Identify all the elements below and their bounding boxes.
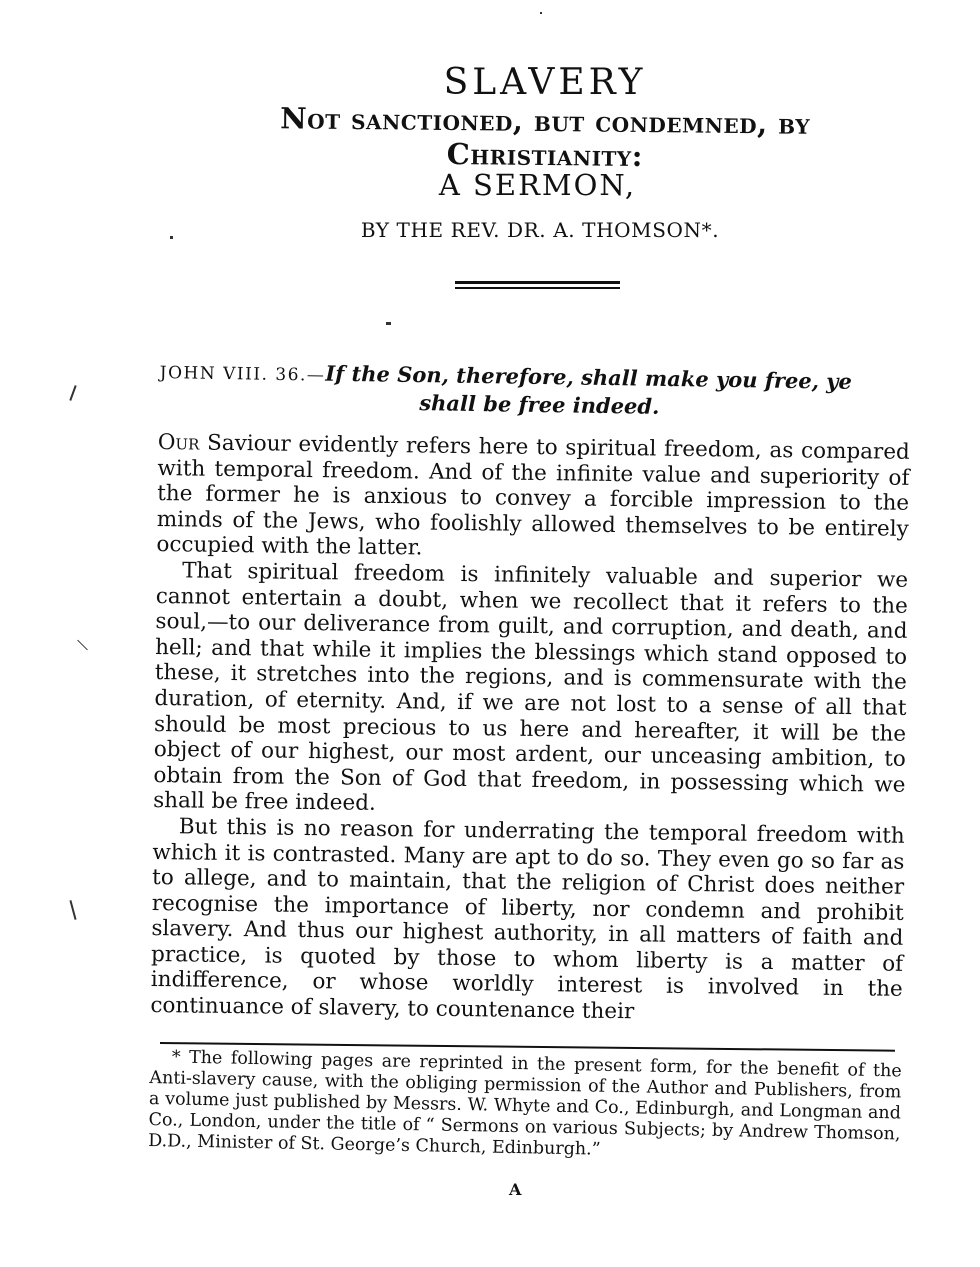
scripture-quote-line-2: shall be free indeed. bbox=[419, 390, 660, 419]
footnote bbox=[148, 1047, 902, 1166]
scan-speck bbox=[540, 12, 542, 14]
sermon-body bbox=[150, 430, 910, 1028]
document-title: SLAVERY bbox=[443, 62, 647, 103]
body-paragraph bbox=[156, 430, 910, 568]
author-line: BY THE REV. DR. A. THOMSON*. bbox=[360, 218, 720, 242]
document-subtitle: Not sanctioned, but condemned, by Christianity: bbox=[280, 101, 811, 174]
body-paragraph: That spiritual freedom is infinitely valuable and superior we cannot entertain a doubt, when we recollect that it refers to the soul,—to our deliverance from guilt, and corruption, and death, and hell; and that while it implies the blessings which stand opposed to these, it stretches into the regions, and is commensurate with the duration, of eternity. And, if we are not lost to a sense of all that should be most precious to us here and hereafter, it will be the object of our highest, our most ardent, our unceasing ambition, to obtain from the Son of God that freedom, in possessing which we shall be free indeed. bbox=[152, 558, 909, 817]
sermon-heading: A SERMON, bbox=[438, 168, 637, 202]
drop-word: Our bbox=[157, 430, 200, 456]
scan-speck bbox=[77, 640, 88, 651]
scan-speck bbox=[386, 322, 391, 325]
scan-speck bbox=[69, 900, 76, 920]
body-paragraph: But this is no reason for underrating the temporal freedom with which it is contrasted. Many are apt to do so. They even go so far as to allege, and to maintain, that the religion of Christ does neither recognise the importance of liberty, nor condemn and prohibit slavery. And thus our highest authority, in all matters of faith and practice, is quoted by those to whom liberty is a matter of indifference, or whose worldly interest is involved in the continuance of slavery, to countenance their bbox=[150, 814, 905, 1025]
scripture-epigraph bbox=[159, 358, 915, 424]
scan-speck bbox=[69, 385, 76, 401]
scan-speck bbox=[170, 236, 173, 239]
scripture-quote-line-1: If the Son, therefore, shall make you free, ye bbox=[325, 360, 853, 394]
scripture-reference: JOHN VIII. 36.— bbox=[159, 362, 326, 386]
signature-mark: A bbox=[509, 1180, 522, 1199]
paragraph-text: Saviour evidently refers here to spiritual freedom, as compared with temporal freedom. And of the infinite value and superiority of the former he is anxious to convey a forcible impression to the minds of the Jews, who foolishly allowed themselves to be entirely occupied with the latter. bbox=[156, 430, 910, 561]
footnote-text: * The following pages are reprinted in the present form, for the benefit of the Anti-slavery cause, with the obliging permission of the Author and Publishers, from a volume just published by Messrs. W. Whyte and Co., Edinburgh, and Longman and Co., London, under the title of “ Sermons on various Subjects; by Andrew Thomson, D.D., Minister of St. George’s Church, Edinburgh.” bbox=[148, 1047, 902, 1160]
double-rule-divider bbox=[455, 281, 620, 290]
